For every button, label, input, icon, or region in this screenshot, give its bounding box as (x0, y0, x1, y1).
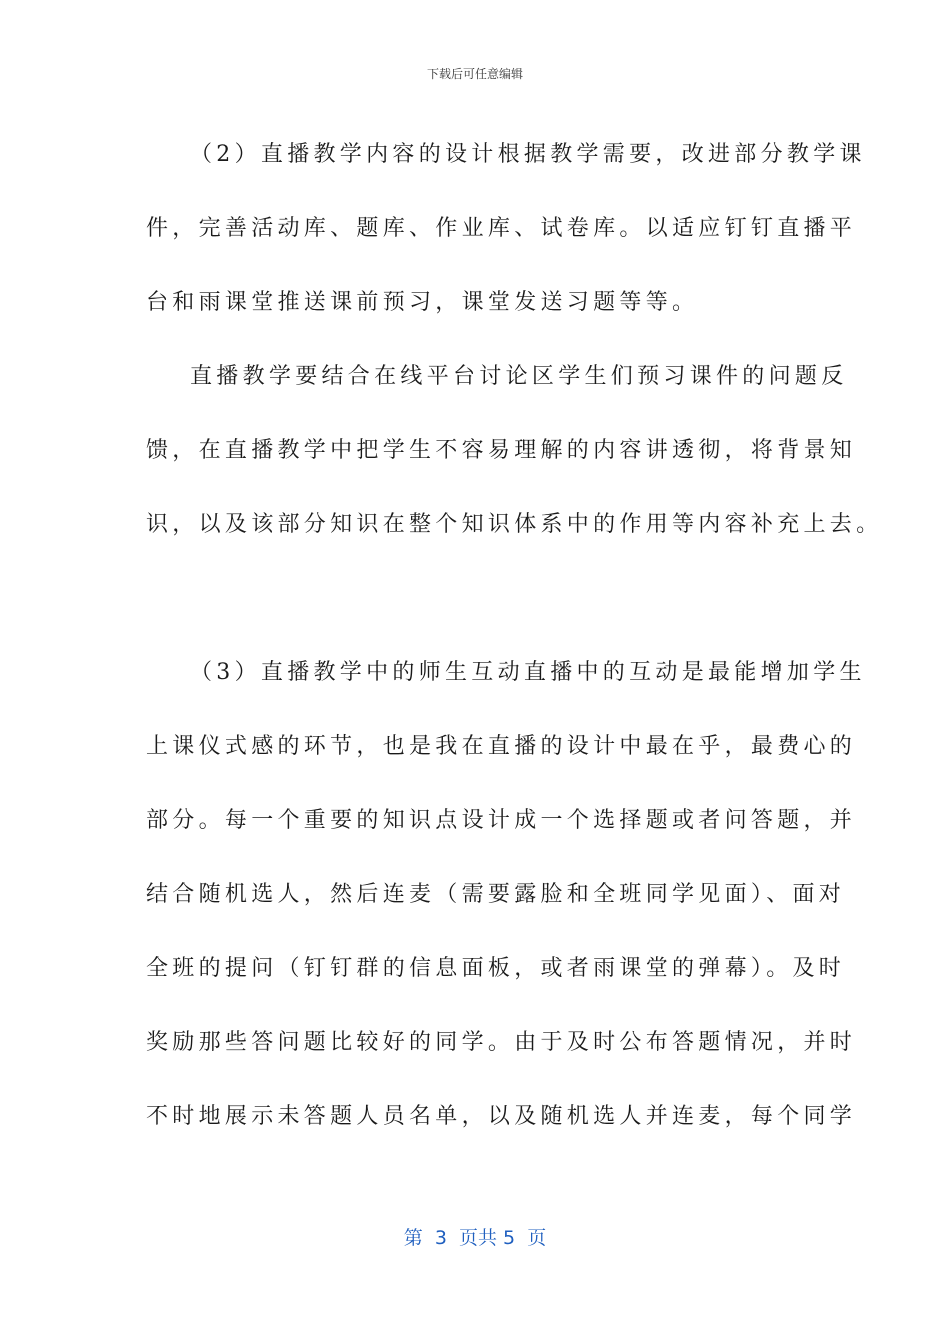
paragraph-line: 奖励那些答问题比较好的同学。由于及时公布答题情况，并时 (146, 1030, 857, 1055)
page-number-footer: 第 3 页共 5 页 (403, 1227, 547, 1249)
paragraph-1 (146, 118, 866, 340)
paragraph-spacer (146, 562, 810, 636)
paragraph-line: 结合随机选人，然后连麦（需要露脸和全班同学见面）、面对 (146, 882, 846, 907)
paragraph-line: 直播教学要结合在线平台讨论区学生们预习课件的问题反 (190, 364, 848, 389)
paragraph-line: 件，完善活动库、题库、作业库、试卷库。以适应钉钉直播平 (146, 216, 857, 241)
paragraph-2 (146, 340, 883, 562)
paragraph-3 (146, 636, 866, 1154)
paragraph-line: （3）直播教学中的师生互动直播中的互动是最能增加学生 (190, 660, 866, 685)
header-note: 下载后可任意编辑 (426, 67, 523, 81)
paragraph-line: 上课仪式感的环节，也是我在直播的设计中最在乎，最费心的 (146, 734, 857, 759)
paragraph-line: 识，以及该部分知识在整个知识体系中的作用等内容补充上去。 (146, 512, 883, 537)
paragraph-line: （2）直播教学内容的设计根据教学需要，改进部分教学课 (190, 142, 866, 167)
paragraph-line: 台和雨课堂推送课前预习，课堂发送习题等等。 (146, 290, 699, 315)
paragraph-line: 全班的提问（钉钉群的信息面板，或者雨课堂的弹幕）。及时 (146, 956, 846, 981)
document-body (146, 118, 883, 1154)
paragraph-line: 不时地展示未答题人员名单，以及随机选人并连麦，每个同学 (146, 1104, 857, 1129)
paragraph-line: 馈，在直播教学中把学生不容易理解的内容讲透彻，将背景知 (146, 438, 857, 463)
paragraph-line: 部分。每一个重要的知识点设计成一个选择题或者问答题，并 (146, 808, 857, 833)
